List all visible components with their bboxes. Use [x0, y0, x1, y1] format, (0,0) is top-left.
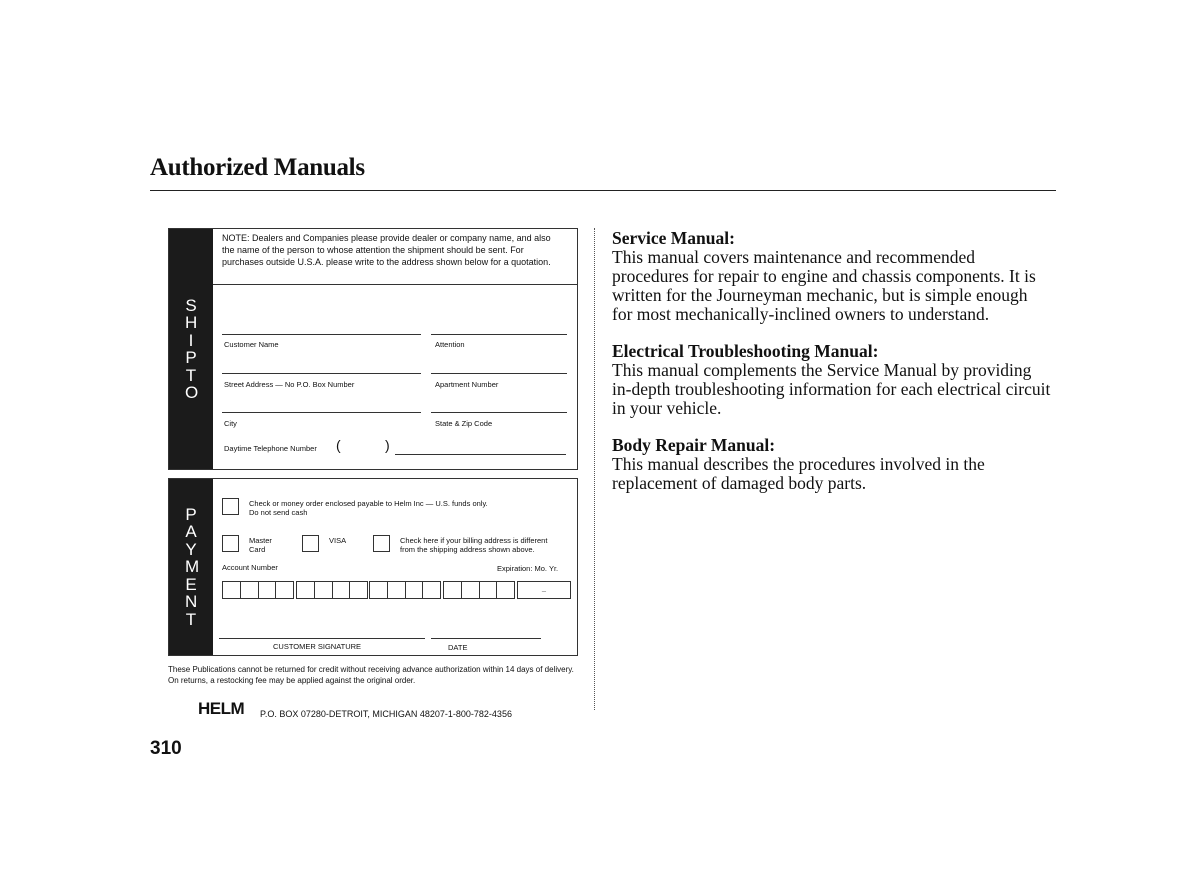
- account-number-label: Account Number: [222, 563, 278, 572]
- payment-side-text: PAYMENT: [185, 504, 200, 629]
- account-group-2[interactable]: [296, 581, 368, 599]
- expiration-field[interactable]: [517, 581, 571, 599]
- payment-panel: [168, 478, 578, 656]
- service-manual-heading: Service Manual:: [612, 228, 735, 248]
- page-number: 310: [150, 738, 182, 759]
- ship-to-label: [169, 229, 213, 469]
- note-divider: [213, 284, 577, 285]
- account-group-3[interactable]: [369, 581, 441, 599]
- column-divider: [594, 228, 595, 710]
- electrical-manual-body: This manual complements the Service Manual by providing in-depth troubleshooting information for each electrical circuit in your vehicle.: [612, 360, 1051, 418]
- state-zip-field[interactable]: [431, 412, 567, 413]
- ship-to-note: NOTE: Dealers and Companies please provide dealer or company name, and also the name of the person to whose attention the shipment should be sent. For purchases outside U.S.A. please write to the address shown below for a quotation.: [222, 233, 551, 267]
- helm-address: P.O. BOX 07280-DETROIT, MICHIGAN 48207-1-800-782-4356: [260, 709, 512, 719]
- ship-to-side-text: SHIP TO: [185, 295, 199, 402]
- electrical-manual-section: [612, 342, 1052, 418]
- phone-label: Daytime Telephone Number: [224, 444, 317, 453]
- ship-to-panel: [168, 228, 578, 470]
- city-field[interactable]: [222, 412, 421, 413]
- account-group-4[interactable]: [443, 581, 515, 599]
- apartment-label: Apartment Number: [435, 380, 499, 389]
- visa-checkbox[interactable]: [302, 535, 319, 552]
- signature-field[interactable]: [219, 638, 425, 639]
- body-repair-manual-body: This manual describes the procedures involved in the replacement of damaged body parts.: [612, 454, 985, 493]
- phone-open-paren: (: [336, 437, 341, 453]
- title-rule: [150, 190, 1056, 191]
- street-field[interactable]: [222, 373, 421, 374]
- service-manual-section: [612, 229, 1052, 324]
- state-zip-label: State & Zip Code: [435, 419, 493, 428]
- phone-field[interactable]: [395, 454, 566, 455]
- city-label: City: [224, 419, 237, 428]
- service-manual-body: This manual covers maintenance and recommended procedures for repair to engine and chassis components. It is written for the Journeyman mechanic, but is simple enough for most mechanically-inclined owners to understand.: [612, 247, 1036, 324]
- customer-name-label: Customer Name: [224, 340, 279, 349]
- billing-different-label: Check here if your billing address is different from the shipping address shown above.: [400, 536, 548, 554]
- date-field[interactable]: [431, 638, 541, 639]
- expiration-separator: –: [541, 585, 547, 595]
- return-disclaimer: These Publications cannot be returned for credit without receiving advance authorization within 14 days of delivery. On returns, a restocking fee may be applied against the original order.: [168, 665, 574, 685]
- account-group-1[interactable]: [222, 581, 294, 599]
- attention-field[interactable]: [431, 334, 567, 335]
- attention-label: Attention: [435, 340, 465, 349]
- helm-logo: HELM: [198, 699, 245, 718]
- customer-name-field[interactable]: [222, 334, 421, 335]
- mastercard-label: Master Card: [249, 536, 272, 554]
- date-label: DATE: [448, 643, 468, 652]
- body-repair-manual-heading: Body Repair Manual:: [612, 435, 776, 455]
- page-title: Authorized Manuals: [150, 154, 365, 181]
- electrical-manual-heading: Electrical Troubleshooting Manual:: [612, 341, 879, 361]
- body-repair-manual-section: [612, 436, 1052, 493]
- check-money-order-checkbox[interactable]: [222, 498, 239, 515]
- signature-label: CUSTOMER SIGNATURE: [273, 642, 362, 651]
- phone-close-paren: ): [385, 437, 390, 453]
- street-label: Street Address — No P.O. Box Number: [224, 380, 355, 389]
- apartment-field[interactable]: [431, 373, 567, 374]
- payment-label: [169, 479, 213, 655]
- billing-different-checkbox[interactable]: [373, 535, 390, 552]
- expiration-label: Expiration: Mo. Yr.: [497, 564, 559, 573]
- check-money-order-label: Check or money order enclosed payable to Helm Inc — U.S. funds only. Do not send cash: [249, 499, 488, 517]
- visa-label: VISA: [329, 536, 347, 545]
- mastercard-checkbox[interactable]: [222, 535, 239, 552]
- manual-descriptions: [612, 229, 1052, 493]
